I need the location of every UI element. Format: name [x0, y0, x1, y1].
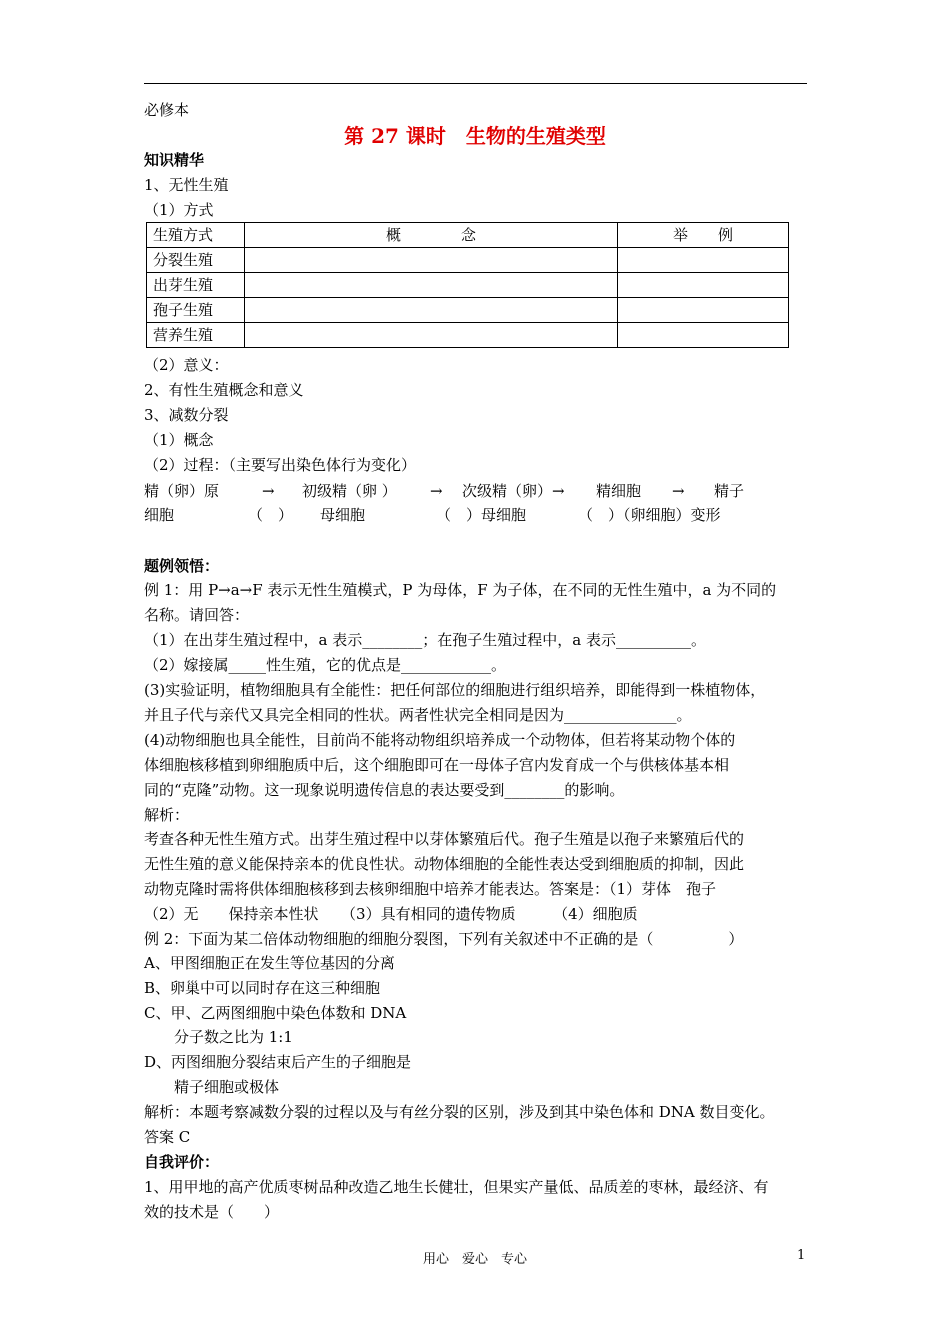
text-line: D、丙图细胞分裂结束后产生的子细胞是	[144, 1053, 412, 1071]
text-line: 1、用甲地的高产优质枣树品种改造乙地生长健壮，但果实产量低、品质差的枣林，最经济、有	[144, 1178, 769, 1196]
table-header-cell: 生殖方式	[147, 223, 245, 248]
table-cell-empty	[245, 323, 618, 348]
text-line: A、甲图细胞正在发生等位基因的分离	[144, 954, 395, 972]
text-line: 动物克隆时需将供体细胞核移到去核卵细胞中培养才能表达。答案是：（1）芽体 孢子	[144, 880, 717, 898]
text-line: 名称。请回答：	[144, 606, 250, 624]
text-line: （1）在出芽生殖过程中，a 表示________；在孢子生殖过程中，a 表示__________。	[144, 631, 706, 649]
text-line: 体细胞核移植到卵细胞质中后，这个细胞即可在一母体子宫内发育成一个与供核体基本相	[144, 756, 730, 774]
arrow-icon: →	[430, 482, 443, 500]
table-cell-empty	[618, 298, 789, 323]
flow-item: （ ）（卵细胞）变形	[578, 506, 721, 524]
table-cell-empty	[245, 273, 618, 298]
table-row	[147, 248, 789, 273]
section-heading: 知识精华	[144, 151, 205, 169]
page-title: 第 27 课时 生物的生殖类型	[344, 124, 606, 148]
flow-item: 初级精（卵 ）	[302, 482, 397, 500]
text-line: （2）意义：	[144, 356, 229, 374]
flow-item: （ ）母细胞	[436, 506, 527, 524]
table-cell-empty	[245, 248, 618, 273]
text-line: B、卵巢中可以同时存在这三种细胞	[144, 979, 381, 997]
text-line: 2、有性生殖概念和意义	[144, 381, 304, 399]
table-row	[147, 323, 789, 348]
text-line: 解析：本题考察减数分裂的过程以及与有丝分裂的区别，涉及到其中染色体和 DNA 数目变化。	[144, 1103, 775, 1121]
text-line: 解析：	[144, 806, 190, 824]
text-line: 分子数之比为 1:1	[144, 1028, 293, 1046]
arrow-icon: →	[262, 482, 275, 500]
table-row	[147, 273, 789, 298]
text-line: 3、减数分裂	[144, 406, 229, 424]
table-cell: 孢子生殖	[147, 298, 245, 323]
flow-item: （ ）	[248, 506, 294, 524]
flow-item: 细胞	[144, 506, 175, 524]
section-heading: 题例领悟：	[144, 557, 220, 575]
table-cell: 营养生殖	[147, 323, 245, 348]
flow-item: 精细胞	[596, 482, 642, 500]
text-line: 同的“克隆”动物。这一现象说明遗传信息的表达要受到________的影响。	[144, 781, 625, 799]
text-line: 无性生殖的意义能保持亲本的优良性状。动物体细胞的全能性表达受到细胞质的抑制，因此	[144, 855, 745, 873]
table-cell: 出芽生殖	[147, 273, 245, 298]
text-line: (3)实验证明，植物细胞具有全能性：把任何部位的细胞进行组织培养，即能得到一株植物体，	[144, 681, 766, 699]
text-line: C、甲、乙两图细胞中染色体数和 DNA	[144, 1004, 407, 1022]
text-line: 考查各种无性生殖方式。出芽生殖过程中以芽体繁殖后代。孢子生殖是以孢子来繁殖后代的	[144, 830, 745, 848]
table-cell-empty	[618, 248, 789, 273]
text-line: 例 1：用 P→a→F 表示无性生殖模式，P 为母体，F 为子体，在不同的无性生殖中，a 为不同的	[144, 581, 777, 599]
reproduction-table	[146, 222, 789, 348]
table-cell-empty	[618, 273, 789, 298]
table-cell-empty	[245, 298, 618, 323]
section-heading: 自我评价：	[144, 1153, 220, 1171]
text-line: （1）概念	[144, 431, 214, 449]
header-rule	[144, 83, 807, 84]
text-line: 1、无性生殖	[144, 176, 229, 194]
table-cell-empty	[618, 323, 789, 348]
flow-item: 次级精（卵）→	[462, 482, 565, 500]
text-line: 精子细胞或极体	[144, 1078, 280, 1096]
footer-motto: 用心 爱心 专心	[422, 1252, 527, 1267]
text-line: (4)动物细胞也具全能性，目前尚不能将动物组织培养成一个动物体，但若将某动物个体的	[144, 731, 736, 749]
table-header-cell: 举 例	[618, 223, 789, 248]
text-line: （2）过程：（主要写出染色体行为变化）	[144, 456, 417, 474]
table-header-row	[147, 223, 789, 248]
table-header-cell: 概 念	[245, 223, 618, 248]
table-cell: 分裂生殖	[147, 248, 245, 273]
text-line: 例 2：下面为某二倍体动物细胞的细胞分裂图，下列有关叙述中不正确的是（ ）	[144, 930, 744, 948]
text-line: 答案 C	[144, 1128, 191, 1146]
text-line: （2）无 保持亲本性状 （3）具有相同的遗传物质 （4）细胞质	[144, 905, 638, 923]
flow-item: 精（卵）原	[144, 482, 220, 500]
page-number: 1	[797, 1248, 806, 1263]
text-line: （2）嫁接属_____性生殖，它的优点是____________。	[144, 656, 507, 674]
table-row	[147, 298, 789, 323]
arrow-icon: →	[672, 482, 685, 500]
flow-item: 精子	[714, 482, 745, 500]
header-label: 必修本	[144, 101, 190, 119]
text-line: （1）方式	[144, 201, 214, 219]
text-line: 并且子代与亲代又具完全相同的性状。两者性状完全相同是因为_______________。	[144, 706, 692, 724]
flow-item: 母细胞	[320, 506, 366, 524]
text-line: 效的技术是（ ）	[144, 1203, 280, 1221]
